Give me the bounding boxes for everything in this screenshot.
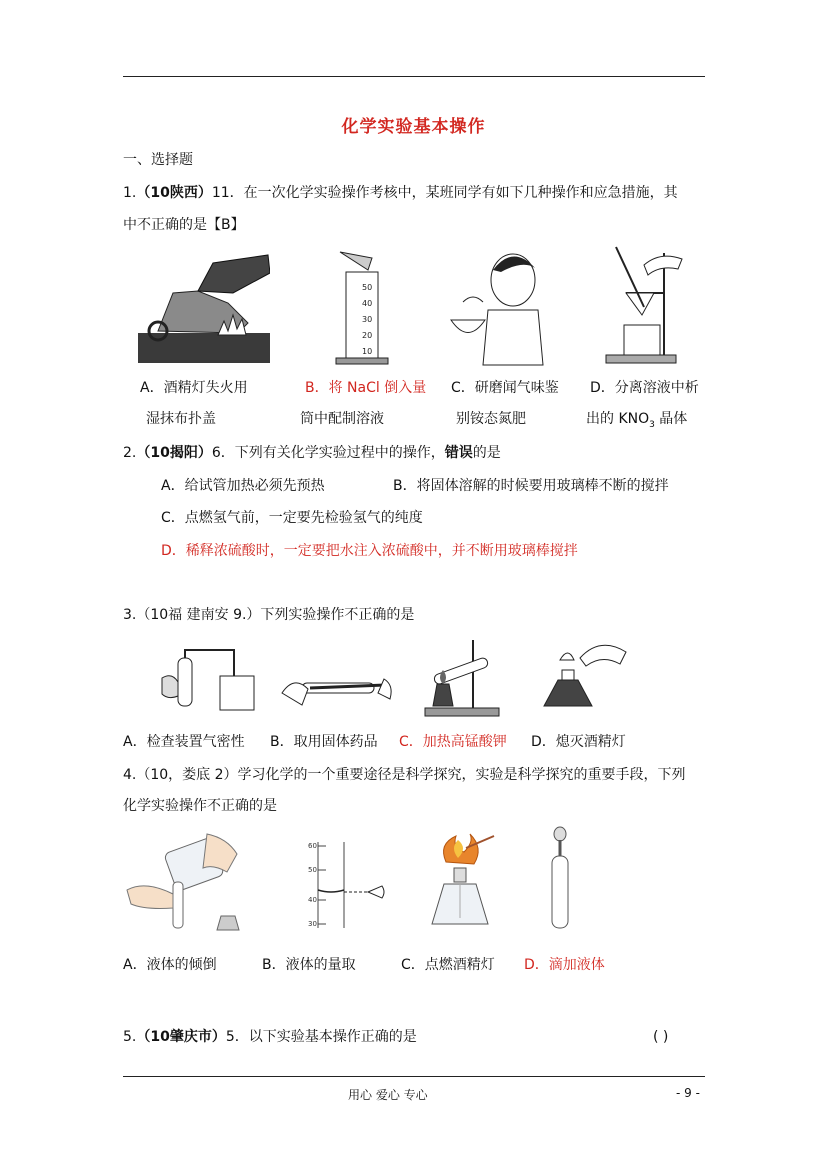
measure-50: 50 [308,866,317,874]
question-1-line-2: 中不正确的是【B】 [123,217,245,233]
measure-60: 60 [308,842,317,850]
figure-heating-kmno4 [421,636,503,718]
scale-50: 50 [362,283,373,292]
question-4-line-2: 化学实验操作不正确的是 [123,798,277,814]
measure-30: 30 [308,920,317,928]
page-title: 化学实验基本操作 [341,117,486,137]
q4-option-d: D．滴加液体 [524,957,605,973]
figure-extinguish-lamp [538,640,630,716]
q2-option-c: C．点燃氢气前，一定要先检验氢气的纯度 [161,510,423,526]
measure-40: 40 [308,896,317,904]
header-rule [123,76,705,77]
q2-option-d: D．稀释浓硫酸时，一定要把水注入浓硫酸中，并不断用玻璃棒搅拌 [161,543,578,559]
scale-10: 10 [362,347,373,356]
q3-option-d: D．熄灭酒精灯 [531,734,626,750]
scale-30: 30 [362,315,373,324]
q1-option-d-line-2: 出的 $KNO_3$ 晶体 [586,411,688,430]
figure-dropping-liquid [540,826,580,930]
question-4-line-1: 4.（10，娄底 2）学习化学的一个重要途径是科学探究，实验是科学探究的重要手段，下列 [123,767,686,783]
q1-option-c-line-1: C．研磨闻气味鉴 [451,380,559,396]
q1-option-b-line-2: 筒中配制溶液 [300,411,384,427]
q3-option-c: C．加热高锰酸钾 [399,734,507,750]
figure-measuring-cylinder [332,250,398,368]
figure-damp-cloth-fire [138,253,270,365]
q1-option-a-line-2: 湿抹布扑盖 [146,411,216,427]
footer-rule [123,1076,705,1077]
question-5-stem: 5.（10肇庆市）5．以下实验基本操作正确的是 [123,1029,417,1045]
q3-option-a: A．检查装置气密性 [123,734,245,750]
question-1-line-1: 1.（10陕西）11．在一次化学实验操作考核中，某班同学有如下几种操作和应急措施，其 [123,185,678,201]
figure-lighting-lamp [426,832,498,930]
question-2-stem: 2.（10揭阳）6．下列有关化学实验过程中的操作，错误的是 [123,445,501,461]
figure-grinding-smell [443,250,549,368]
figure-airtightness [158,648,264,716]
figure-liquid-pouring [125,832,251,938]
page-number: - 9 - [676,1086,700,1100]
answer-blank: ( ) [653,1029,669,1045]
q4-option-b: B．液体的量取 [262,957,356,973]
question-3-stem: 3.（10福 建南安 9.）下列实验操作不正确的是 [123,607,415,623]
figure-solid-drug [280,665,394,717]
scale-40: 40 [362,299,373,308]
section-heading: 一、选择题 [123,152,193,168]
q1-option-d-line-1: D．分离溶液中析 [590,380,699,396]
q2-option-b: B．将固体溶解的时候要用玻璃棒不断的搅拌 [393,478,669,494]
q3-option-b: B．取用固体药品 [270,734,378,750]
q1-option-a-line-1: A．酒精灯失火用 [140,380,248,396]
q1-option-c-line-2: 别铵态氮肥 [456,411,526,427]
footer-slogan: 用心 爱心 专心 [348,1088,428,1102]
figure-filtration [596,245,686,365]
q2-option-a: A．给试管加热必须先预热 [161,478,325,494]
scale-20: 20 [362,331,373,340]
q4-option-c: C．点燃酒精灯 [401,957,495,973]
figure-liquid-measuring [296,838,386,928]
q4-option-a: A．液体的倾倒 [123,957,217,973]
q1-option-b-line-1: B．将 NaCl 倒入量 [305,380,427,396]
